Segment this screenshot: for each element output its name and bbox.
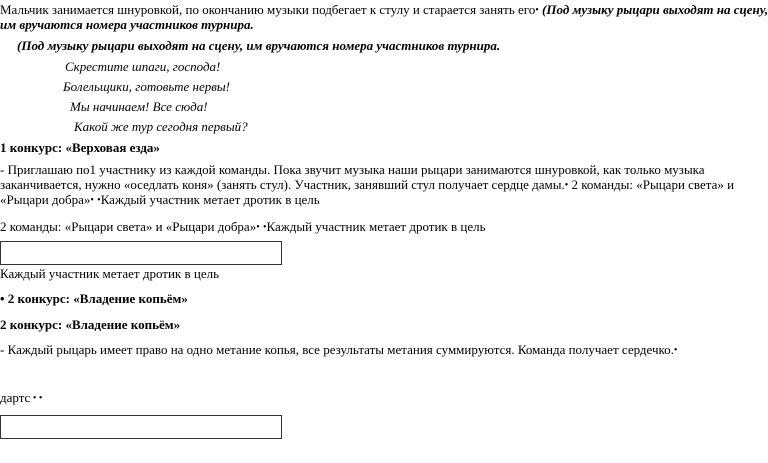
bullet-icon: • (262, 222, 267, 233)
repeat-teams: 2 команды: «Рыцари света» и «Рыцари добра» (0, 219, 257, 234)
intro-italic-line2: им вручаются номера участников турнира. (0, 17, 254, 32)
bullet-icon: • (97, 195, 101, 206)
contest1-para-line1: - Приглашаю по1 участнику из каждой команды. Пока звучит музыка наши рыцари занимаются шнуровкой, как только музыка (0, 162, 705, 177)
contest2-title: 2 конкурс: «Владение копьём» (0, 317, 181, 332)
darts-label: дартс (0, 390, 31, 405)
caption-line: Каждый участник метает дротик в цель (0, 266, 220, 281)
intro-italic: (Под музыку рыцари выходят на сцену, (538, 2, 768, 17)
poem-line: Какой же тур сегодня первый? (74, 119, 248, 134)
contest2-para (0, 342, 677, 359)
bullet-icon: • (90, 195, 94, 206)
contest1-team-name: «Рыцари добра» (0, 192, 91, 207)
contest1-title: 1 конкурс: «Верховая езда» (0, 140, 160, 155)
bullet-icon: • (673, 345, 678, 356)
bullet-icon: • (256, 222, 260, 233)
empty-text-box (0, 241, 282, 265)
bullet-icon: • (564, 180, 569, 191)
knights-heading: (Под музыку рыцари выходят на сцену, им вручаются номера участников турнира. (17, 38, 501, 53)
contest1-dart-text: Каждый участник метает дротик в цель (100, 192, 320, 207)
contest2-bullet-heading: • 2 конкурс: «Владение копьём» (0, 291, 188, 306)
empty-text-box (0, 415, 282, 439)
darts-line (0, 390, 42, 407)
poem-line: Мы начинаем! Все сюда! (70, 99, 208, 114)
contest1-para-line3 (0, 192, 320, 209)
contest1-para-text: заканчивается, нужно «оседлать коня» (занять стул). Участник, занявший стул получает сердце дамы. (0, 177, 565, 192)
contest1-teams: 2 команды: «Рыцари света» и (568, 177, 735, 192)
contest2-para-text: - Каждый рыцарь имеет право на одно метание копья, все результаты метания суммируются. Команда получает сердечко. (0, 342, 674, 357)
repeat-dart-text: Каждый участник метает дротик в цель (266, 219, 486, 234)
poem-line: Болельщики, готовьте нервы! (63, 79, 231, 94)
bullet-icon: • (535, 5, 539, 16)
repeat-line (0, 219, 486, 236)
poem-line: Скрестите шпаги, господа! (65, 59, 221, 74)
intro-text: Мальчик занимается шнуровкой, по окончанию музыки подбегает к стулу и старается занять его (0, 2, 536, 17)
bullet-icon: • • (30, 393, 43, 404)
